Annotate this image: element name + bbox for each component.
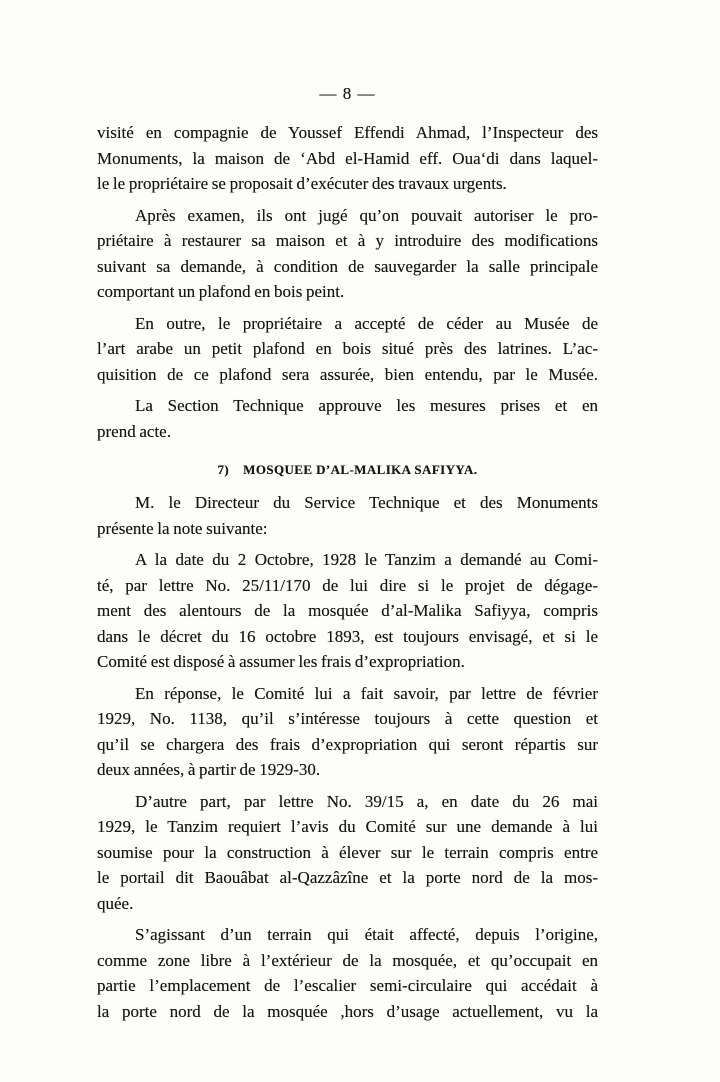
- text-line: ment des alentours de la mosquée d’al-Malika Safiyya, compris: [97, 601, 598, 620]
- text-line: quisition de ce plafond sera assurée, bien entendu, par le Musée.: [97, 364, 598, 384]
- text-line: M. le Directeur du Service Technique et des Monuments: [135, 493, 598, 512]
- text-line: soumise pour la construction à élever sur le terrain compris entre: [97, 842, 598, 862]
- text-line: comme zone libre à l’extérieur de la mosquée, et qu’occupait en: [97, 950, 598, 970]
- paragraph: [97, 922, 598, 1024]
- paragraph: [97, 681, 598, 783]
- text-line: quée.: [97, 893, 134, 913]
- text-line: qu’il se chargera des frais d’expropriation qui seront répartis sur: [97, 734, 598, 754]
- text-line: té, par lettre No. 25/11/170 de lui dire si le projet de dégage-: [97, 575, 598, 595]
- text-line: A la date du 2 Octobre, 1928 le Tanzim a demandé au Comi-: [135, 550, 598, 569]
- text-line: dans le décret du 16 octobre 1893, est toujours envisagé, et si le: [97, 626, 598, 646]
- paragraph: [97, 547, 598, 675]
- text-line: La Section Technique approuve les mesures prises et en: [135, 396, 598, 415]
- page-number: — 8 —: [319, 84, 376, 103]
- text-line: prend acte.: [97, 421, 171, 441]
- text-line: Comité est disposé à assumer les frais d’expropriation.: [97, 652, 465, 671]
- text-line: En réponse, le Comité lui a fait savoir, par lettre de février: [135, 683, 598, 703]
- paragraph: [97, 311, 598, 388]
- heading-text: MOSQUEE D’AL-MALIKA SAFIYYA.: [243, 462, 478, 477]
- paragraph: [97, 789, 598, 917]
- paragraph: [97, 203, 598, 305]
- text-line: partie l’emplacement de l’escalier semi-circulaire qui accédait à: [97, 976, 598, 995]
- text-line: la porte nord de la mosquée ,hors d’usage actuellement, vu la: [97, 1001, 598, 1021]
- text-line: Après examen, ils ont jugé qu’on pouvait autoriser le pro-: [135, 205, 598, 225]
- text-line: deux années, à partir de 1929-30.: [97, 760, 321, 779]
- paragraph: [97, 393, 598, 444]
- text-line: visité en compagnie de Youssef Effendi Ahmad, l’Inspecteur des: [97, 123, 598, 142]
- text-line: le le propriétaire se proposait d’exécuter des travaux urgents.: [97, 174, 507, 193]
- text-line: l’art arabe un petit plafond en bois situé près des latrines. L’ac-: [97, 339, 598, 358]
- text-line: En outre, le propriétaire a accepté de céder au Musée de: [135, 313, 598, 333]
- text-line: 1929, No. 1138, qu’il s’intéresse toujours à cette question et: [97, 709, 598, 728]
- text-line: comportant un plafond en bois peint.: [97, 282, 345, 301]
- section-heading: [97, 460, 598, 480]
- text-column: [97, 120, 598, 1024]
- text-line: Monuments, la maison de ‘Abd el-Hamid eff. Oua‘di dans laquel-: [97, 148, 598, 168]
- heading-number: 7): [217, 462, 230, 477]
- text-line: priétaire à restaurer sa maison et à y introduire des modifications: [97, 231, 598, 250]
- text-line: S’agissant d’un terrain qui était affecté, depuis l’origine,: [135, 925, 598, 944]
- text-line: présente la note suivante:: [97, 518, 268, 538]
- text-line: le portail dit Baouâbat al-Qazzâzîne et la porte nord de la mos-: [97, 868, 598, 887]
- paragraph: [97, 120, 598, 197]
- text-line: 1929, le Tanzim requiert l’avis du Comité sur une demande à lui: [97, 817, 598, 836]
- text-line: D’autre part, par lettre No. 39/15 a, en date du 26 mai: [135, 791, 598, 811]
- paragraph: [97, 490, 598, 541]
- text-line: suivant sa demande, à condition de sauvegarder la salle principale: [97, 256, 598, 276]
